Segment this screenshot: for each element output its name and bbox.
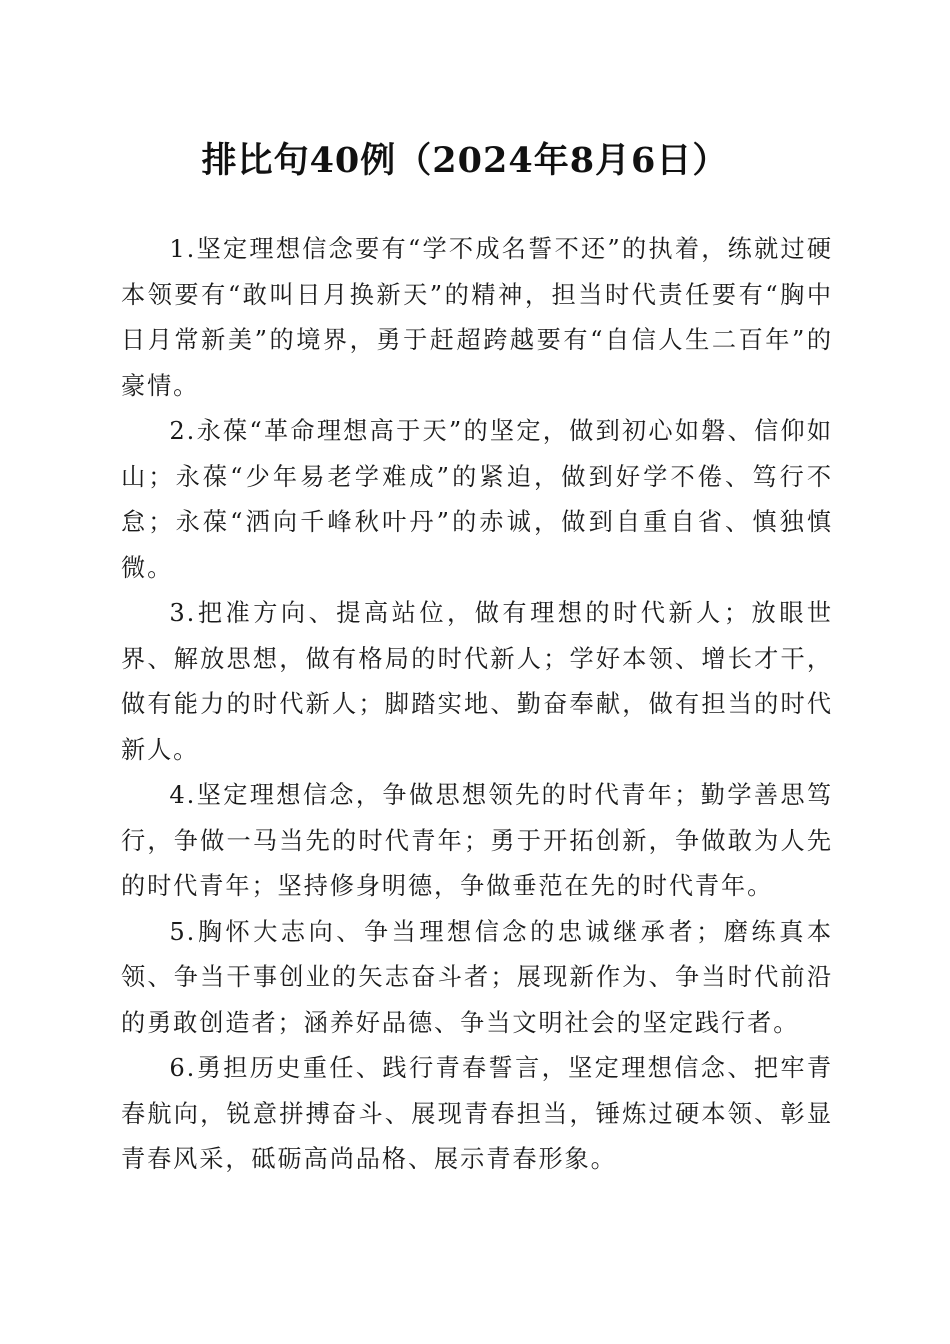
document-title: 排比句40例（2024年8月6日） — [201, 140, 729, 181]
paragraph-5: 5.胸怀大志向、争当理想信念的忠诚继承者；磨练真本领、争当干事创业的矢志奋斗者；展现新作为、争当时代前沿的勇敢创造者；涵养好品德、争当文明社会的坚定践行者。 — [121, 917, 833, 1037]
paragraph-6: 6.勇担历史重任、践行青春誓言，坚定理想信念、把牢青春航向，锐意拼搏奋斗、展现青春担当，锤炼过硬本领、彰显青春风采，砥砺高尚品格、展示青春形象。 — [121, 1054, 833, 1173]
document-body — [121, 227, 833, 1183]
paragraph-1: 1.坚定理想信念要有“学不成名誓不还”的执着，练就过硬本领要有“敢叫日月换新天”的精神，担当时代责任要有“胸中日月常新美”的境界，勇于赶超跨越要有“自信人生二百年”的豪情。 — [121, 235, 833, 400]
paragraph-2: 2.永葆“革命理想高于天”的坚定，做到初心如磐、信仰如山；永葆“少年易老学难成”的紧迫，做到好学不倦、笃行不怠；永葆“洒向千峰秋叶丹”的赤诚，做到自重自省、慎独慎微。 — [121, 417, 833, 582]
paragraph-3: 3.把准方向、提高站位，做有理想的时代新人；放眼世界、解放思想，做有格局的时代新人；学好本领、增长才干，做有能力的时代新人；脚踏实地、勤奋奉献，做有担当的时代新人。 — [121, 599, 833, 764]
paragraph-4: 4.坚定理想信念，争做思想领先的时代青年；勤学善思笃行，争做一马当先的时代青年；勇于开拓创新，争做敢为人先的时代青年；坚持修身明德，争做垂范在先的时代青年。 — [121, 781, 833, 900]
